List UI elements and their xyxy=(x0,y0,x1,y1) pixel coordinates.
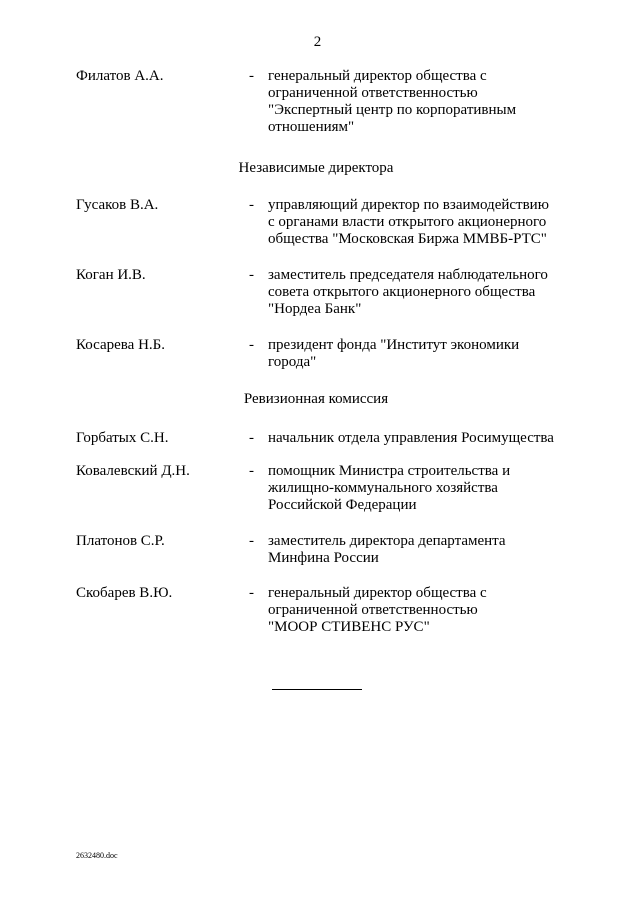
member-dash: - xyxy=(249,585,254,601)
member-name: Скобарев В.Ю. xyxy=(76,585,173,601)
member-position-line: управляющий директор по взаимодействию xyxy=(268,197,549,213)
member-position-line: "Нордеа Банк" xyxy=(268,301,362,317)
member-position-line: Минфина России xyxy=(268,550,379,566)
member-position-line: отношениям" xyxy=(268,119,355,135)
member-dash: - xyxy=(249,430,254,446)
member-name: Гусаков В.А. xyxy=(76,197,159,213)
member-position-line: президент фонда "Институт экономики xyxy=(268,337,520,353)
member-name: Коган И.В. xyxy=(76,267,146,283)
member-position-line: генеральный директор общества с xyxy=(268,585,487,601)
section-heading-independent-directors: Независимые директора xyxy=(238,160,394,176)
member-position-line: заместитель директора департамента xyxy=(268,533,506,549)
member-dash: - xyxy=(249,533,254,549)
end-of-list-rule xyxy=(272,689,362,690)
member-position-line: с органами власти открытого акционерного xyxy=(268,214,547,230)
member-name: Филатов А.А. xyxy=(76,68,164,84)
member-name: Платонов С.Р. xyxy=(76,533,165,549)
member-position-line: помощник Министра строительства и xyxy=(268,463,511,479)
member-position xyxy=(268,463,588,514)
member-position xyxy=(268,337,588,371)
member-position-line: ограниченной ответственностью xyxy=(268,602,478,618)
member-position xyxy=(268,533,588,567)
member-position-line: ограниченной ответственностью xyxy=(268,85,478,101)
member-dash: - xyxy=(249,197,254,213)
member-name: Косарева Н.Б. xyxy=(76,337,166,353)
member-position-line: "Экспертный центр по корпоративным xyxy=(268,102,517,118)
member-name: Ковалевский Д.Н. xyxy=(76,463,190,479)
member-position-line: жилищно-коммунального хозяйства xyxy=(268,480,498,496)
member-position xyxy=(268,68,588,136)
member-dash: - xyxy=(249,267,254,283)
member-position xyxy=(268,430,588,447)
member-position-line: совета открытого акционерного общества xyxy=(268,284,536,300)
member-position xyxy=(268,585,588,636)
member-position-line: общества "Московская Биржа ММВБ-РТС" xyxy=(268,231,547,247)
member-dash: - xyxy=(249,337,254,353)
member-name: Горбатых С.Н. xyxy=(76,430,169,446)
member-dash: - xyxy=(249,463,254,479)
member-position-line: заместитель председателя наблюдательного xyxy=(268,267,548,283)
member-position xyxy=(268,267,588,318)
member-position-line: Российской Федерации xyxy=(268,497,417,513)
member-position-line: генеральный директор общества с xyxy=(268,68,487,84)
member-position-line: "МООР СТИВЕНС РУС" xyxy=(268,619,430,635)
member-position-line: начальник отдела управления Росимущества xyxy=(268,430,554,446)
section-heading-audit-commission: Ревизионная комиссия xyxy=(243,391,389,407)
member-dash: - xyxy=(249,68,254,84)
footer-filename: 2632480.doc xyxy=(76,851,118,860)
member-position xyxy=(268,197,588,248)
page-number: 2 xyxy=(313,34,322,50)
member-position-line: города" xyxy=(268,354,317,370)
